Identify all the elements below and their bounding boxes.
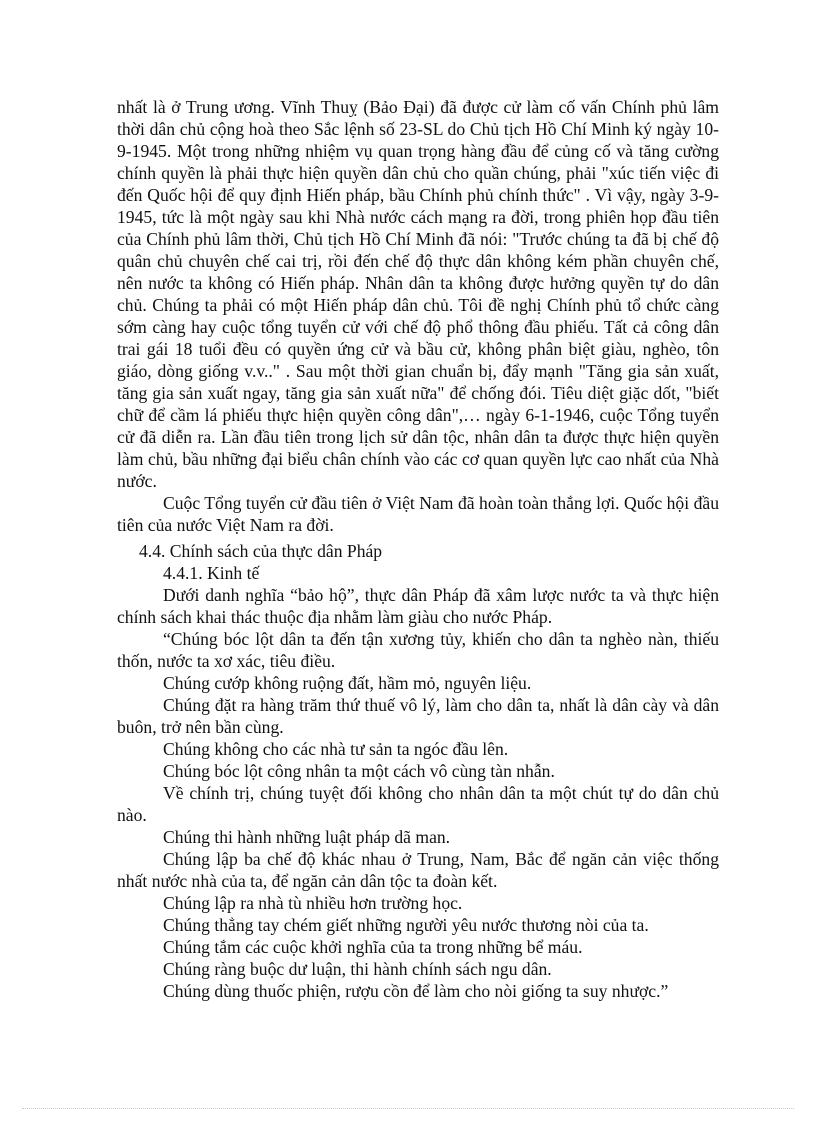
quote-line: Chúng dùng thuốc phiện, rượu cồn để làm cho nòi giống ta suy nhược.” bbox=[163, 981, 669, 1001]
page-bottom-divider bbox=[22, 1108, 794, 1109]
quote-line: Chúng tắm các cuộc khởi nghĩa của ta trong những bể máu. bbox=[163, 937, 583, 957]
quote-line: Chúng lập ra nhà tù nhiều hơn trường học. bbox=[163, 893, 463, 913]
quote-line: Chúng đặt ra hàng trăm thứ thuế vô lý, làm cho dân ta, nhất là dân cày và dân buôn, trở nên bần cùng. bbox=[117, 695, 719, 737]
quote-line: Chúng bóc lột công nhân ta một cách vô cùng tàn nhẫn. bbox=[163, 761, 555, 781]
quote-line: “Chúng bóc lột dân ta đến tận xương tủy, khiến cho dân ta nghèo nàn, thiếu thốn, nước ta xơ xác, tiêu điều. bbox=[117, 629, 719, 671]
paragraph: Dưới danh nghĩa “bảo hộ”, thực dân Pháp đã xâm lược nước ta và thực hiện chính sách khai thác thuộc địa nhằm làm giàu cho nước Pháp. bbox=[117, 585, 719, 627]
quote-line: Chúng thẳng tay chém giết những người yêu nước thương nòi của ta. bbox=[163, 915, 649, 935]
section-heading-4-4: 4.4. Chính sách của thực dân Pháp bbox=[139, 541, 383, 561]
quote-line: Chúng ràng buộc dư luận, thi hành chính sách ngu dân. bbox=[163, 959, 552, 979]
quote-line: Chúng lập ba chế độ khác nhau ở Trung, Nam, Bắc để ngăn cản việc thống nhất nước nhà của ta, để ngăn cản dân tộc ta đoàn kết. bbox=[117, 849, 719, 891]
paragraph-intro: nhất là ở Trung ương. Vĩnh Thuỵ (Bảo Đại) đã được cử làm cố vấn Chính phủ lâm thời dân chủ cộng hoà theo Sắc lệnh số 23-SL do Chủ tịch Hồ Chí Minh ký ngày 10-9-1945. Một trong những nhiệm vụ quan trọng hàng đầu để củng cố và tăng cường chính quyền là phải thực hiện quyền dân chủ cho quần chúng, phải "xúc tiến việc đi đến Quốc hội để quy định Hiến pháp, bầu Chính phủ chính thức" . Vì vậy, ngày 3-9-1945, tức là một ngày sau khi Nhà nước cách mạng ra đời, trong phiên họp đầu tiên của Chính phủ lâm thời, Chủ tịch Hồ Chí Minh đã nói: "Trước chúng ta đã bị chế độ quân chủ chuyên chế cai trị, rồi đến chế độ thực dân không kém phần chuyên chế, nên nước ta không có Hiến pháp. Nhân dân ta không được hưởng quyền tự do dân chủ. Chúng ta phải có một Hiến pháp dân chủ. Tôi đề nghị Chính phủ tổ chức càng sớm càng hay cuộc tổng tuyển cử với chế độ phổ thông đầu phiếu. Tất cả công dân trai gái 18 tuổi đều có quyền ứng cử và bầu cử, không phân biệt giàu, nghèo, tôn giáo, dòng giống v.v.." . Sau một thời gian chuẩn bị, đẩy mạnh "Tăng gia sản xuất, tăng gia sản xuất ngay, tăng gia sản xuất nữa" để chống đói. Tiêu diệt giặc dốt, "biết chữ để cầm lá phiếu thực hiện quyền công dân",… ngày 6-1-1946, cuộc Tổng tuyển cử đã diễn ra. Lần đầu tiên trong lịch sử dân tộc, nhân dân ta được thực hiện quyền làm chủ, bầu những đại biểu chân chính vào các cơ quan quyền lực cao nhất của Nhà nước. bbox=[117, 97, 719, 491]
subsection-heading-4-4-1: 4.4.1. Kinh tế bbox=[163, 563, 260, 583]
quote-line: Chúng thi hành những luật pháp dã man. bbox=[163, 827, 451, 847]
paragraph-election-result: Cuộc Tổng tuyển cử đầu tiên ở Việt Nam đã hoàn toàn thắng lợi. Quốc hội đầu tiên của nước Việt Nam ra đời. bbox=[117, 493, 719, 535]
quote-line: Chúng không cho các nhà tư sản ta ngóc đầu lên. bbox=[163, 739, 509, 759]
quote-line: Chúng cướp không ruộng đất, hầm mỏ, nguyên liệu. bbox=[163, 673, 532, 693]
quote-line: Về chính trị, chúng tuyệt đối không cho nhân dân ta một chút tự do dân chủ nào. bbox=[117, 783, 719, 825]
document-page bbox=[117, 96, 719, 1002]
